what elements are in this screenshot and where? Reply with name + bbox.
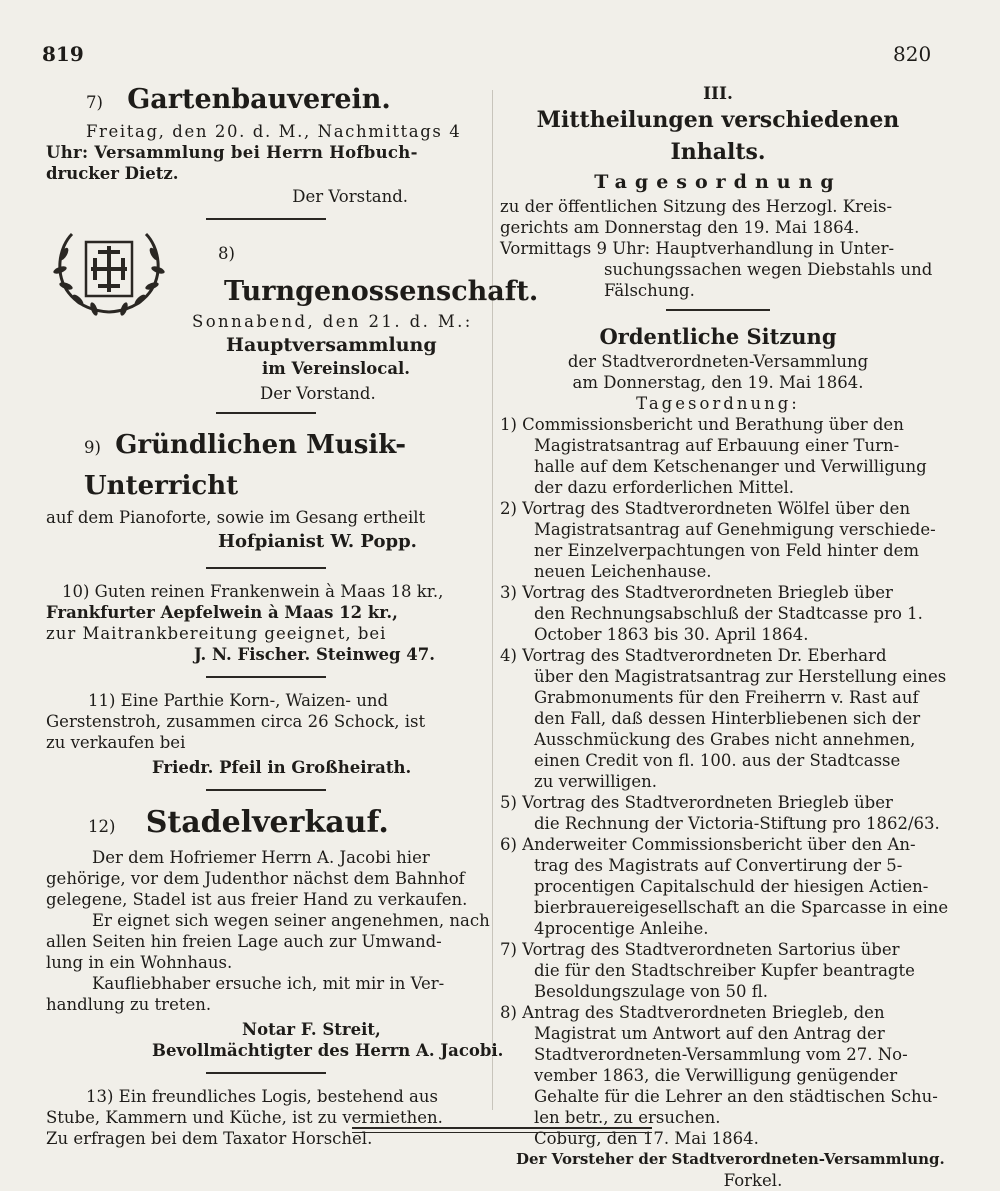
page-number-right: 820	[893, 42, 932, 66]
ad-line: handlung zu treten.	[46, 995, 212, 1014]
agenda-item	[500, 582, 936, 645]
column-divider	[492, 90, 493, 1110]
agenda-line: 1) Commissionsbericht und Berathung über den	[500, 415, 904, 434]
signer-name: Forkel.	[723, 1171, 783, 1190]
agenda-line: October 1863 bis 30. April 1864.	[534, 625, 809, 644]
agenda-line: Besoldungszulage von 50 fl.	[534, 982, 769, 1001]
ad-line: Er eignet sich wegen seiner angenehmen, nach	[92, 911, 490, 930]
agenda-line: die für den Stadtschreiber Kupfer beantragte	[534, 961, 915, 980]
ad-wein	[46, 581, 486, 665]
ad-line: 11) Eine Parthie Korn-, Waizen- und	[88, 691, 389, 710]
ad-stroh	[46, 690, 486, 778]
ad-line: auf dem Pianoforte, sowie im Gesang ertheilt	[46, 508, 426, 527]
page-number-left: 819	[42, 42, 84, 66]
closing-date: Coburg, den 17. Mai 1864.	[534, 1129, 759, 1148]
agenda-line: 7) Vortrag des Stadtverordneten Sartorius über	[500, 940, 900, 959]
section-title: Mittheilungen verschiedenen Inhalts.	[536, 107, 900, 165]
turner-cross-emblem	[46, 224, 172, 324]
agenda-line: halle auf dem Ketschenanger und Verwilligung	[534, 457, 927, 476]
stadtverordneten-notice	[500, 323, 949, 1191]
agenda-line: vember 1863, die Verwilligung genügender	[534, 1066, 898, 1085]
ad-signature: Bevollmächtigter des Herrn A. Jacobi.	[152, 1041, 504, 1060]
ad-line: Sonnabend, den 21. d. M.:	[192, 312, 473, 331]
ad-number: 8)	[218, 244, 235, 263]
ad-line: allen Seiten hin freien Lage auch zur Umwand-	[46, 932, 442, 951]
ad-line: Freitag, den 20. d. M., Nachmittags 4	[86, 122, 462, 141]
ad-title: Gartenbauverein.	[127, 84, 391, 115]
ad-line: J. N. Fischer. Steinweg 47.	[194, 645, 435, 664]
agenda-item	[500, 792, 940, 834]
agenda-line: Magistrat um Antwort auf den Antrag der	[534, 1024, 885, 1043]
separator	[666, 309, 770, 311]
agenda-line: 4procentige Anleihe.	[534, 919, 709, 938]
ad-line: Uhr: Versammlung bei Herrn Hofbuch-	[46, 143, 418, 162]
section-number: III.	[703, 84, 733, 104]
notice-line: gerichts am Donnerstag den 19. Mai 1864.	[500, 218, 860, 237]
agenda-line: über den Magistratsantrag zur Herstellung eines	[534, 667, 947, 686]
ad-signature: Der Vorstand.	[292, 187, 408, 206]
agenda-line: 5) Vortrag des Stadtverordneten Briegleb über	[500, 793, 893, 812]
ad-line: drucker Dietz.	[46, 164, 179, 183]
agenda-line: bierbrauereigesellschaft an die Sparcasse in eine	[534, 898, 949, 917]
ad-line: Der dem Hofriemer Herrn A. Jacobi hier	[92, 848, 430, 867]
agenda-line: die Rechnung der Victoria-Stiftung pro 1862/63.	[534, 814, 940, 833]
agenda-line: 3) Vortrag des Stadtverordneten Briegleb über	[500, 583, 893, 602]
ad-line: gehörige, vor dem Judenthor nächst dem Bahnhof	[46, 869, 465, 888]
agenda-item	[500, 498, 936, 582]
ad-signature: Notar F. Streit,	[242, 1020, 381, 1039]
ad-line: Friedr. Pfeil in Großheirath.	[152, 758, 412, 777]
ad-line: Hofpianist W. Popp.	[218, 531, 417, 552]
notice-heading: Tagesordnung	[594, 171, 842, 193]
ad-line: Hauptversammlung	[226, 334, 437, 356]
agenda-line: einen Credit von fl. 100. aus der Stadtcasse	[534, 751, 901, 770]
notice-line: suchungssachen wegen Diebstahls und	[604, 260, 933, 279]
agenda-item	[500, 414, 936, 498]
ad-line: gelegene, Stadel ist aus freier Hand zu verkaufen.	[46, 890, 468, 909]
agenda-line: ner Einzelverpachtungen von Feld hinter dem	[534, 541, 920, 560]
bottom-rule	[352, 1127, 652, 1133]
separator	[206, 218, 326, 220]
agenda-line: procentigen Capitalschuld der hiesigen Actien-	[534, 877, 929, 896]
ad-musikunterricht	[46, 426, 486, 556]
agenda-line: Stadtverordneten-Versammlung vom 27. No-	[534, 1045, 908, 1064]
notice-line: der Stadtverordneten-Versammlung	[567, 352, 869, 371]
agenda-item	[500, 834, 949, 939]
ad-logis	[46, 1086, 486, 1149]
left-column	[46, 82, 539, 1149]
agenda-line: den Fall, daß dessen Hinterbliebenen sich der	[534, 709, 921, 728]
ad-line: Gerstenstroh, zusammen circa 26 Schock, ist	[46, 712, 426, 731]
agenda-heading: Tagesordnung:	[636, 394, 800, 413]
notice-title: Ordentliche Sitzung	[599, 324, 837, 349]
separator	[206, 676, 326, 678]
ad-title: Turngenossenschaft.	[224, 276, 539, 307]
ad-line: Stube, Kammern und Küche, ist zu vermiethen.	[46, 1108, 443, 1127]
ad-number: 7)	[86, 93, 103, 112]
agenda-line: 4) Vortrag des Stadtverordneten Dr. Eberhard	[500, 646, 887, 665]
kreisgericht-notice	[500, 168, 936, 301]
ad-line: im Vereinslocal.	[262, 359, 411, 378]
notice-line: Vormittags 9 Uhr: Hauptverhandlung in Unter-	[500, 239, 895, 258]
agenda-line: trag des Magistrats auf Convertirung der 5-	[534, 856, 903, 875]
ad-line: zur Maitrankbereitung geeignet, bei	[46, 624, 387, 643]
ad-line: Zu erfragen bei dem Taxator Horschel.	[46, 1129, 373, 1148]
ad-line: zu verkaufen bei	[46, 733, 186, 752]
signer-title: Der Vorsteher der Stadtverordneten-Versammlung.	[516, 1150, 945, 1168]
agenda-line: Magistratsantrag auf Erbauung einer Turn-	[534, 436, 900, 455]
ad-number: 12)	[88, 817, 116, 836]
agenda-line: den Rechnungsabschluß der Stadtcasse pro 1.	[534, 604, 923, 623]
ad-stadelverkauf	[46, 803, 504, 1061]
ad-title: Stadelverkauf.	[145, 805, 389, 840]
separator	[206, 1072, 326, 1074]
agenda-line: zu verwilligen.	[534, 772, 657, 791]
agenda-line: Magistratsantrag auf Genehmigung verschiede-	[534, 520, 936, 539]
right-column	[500, 84, 949, 1191]
notice-line: am Donnerstag, den 19. Mai 1864.	[572, 373, 864, 392]
agenda-line: 2) Vortrag des Stadtverordneten Wölfel über den	[500, 499, 911, 518]
ad-turngenossenschaft	[46, 232, 539, 404]
ad-line: 13) Ein freundliches Logis, bestehend aus	[86, 1087, 438, 1106]
ad-line: lung in ein Wohnhaus.	[46, 953, 233, 972]
ad-line: Frankfurter Aepfelwein à Maas 12 kr.,	[46, 603, 398, 622]
notice-line: zu der öffentlichen Sitzung des Herzogl. Kreis-	[500, 197, 893, 216]
ad-number: 9)	[84, 438, 101, 457]
separator	[206, 567, 326, 569]
ad-title: Gründlichen Musik-Unterricht	[84, 430, 407, 501]
agenda-line: 6) Anderweiter Commissionsbericht über den An-	[500, 835, 916, 854]
agenda-line: len betr., zu ersuchen.	[534, 1108, 721, 1127]
agenda-item	[500, 939, 936, 1002]
agenda-item	[500, 1002, 936, 1128]
ad-signature: Der Vorstand.	[260, 384, 376, 403]
separator	[216, 412, 316, 414]
agenda-line: 8) Antrag des Stadtverordneten Briegleb, den	[500, 1003, 885, 1022]
ad-line: Kaufliebhaber ersuche ich, mit mir in Ver-	[92, 974, 445, 993]
agenda-line: Gehalte für die Lehrer an den städtischen Schu-	[534, 1087, 938, 1106]
agenda-line: der dazu erforderlichen Mittel.	[534, 478, 794, 497]
agenda-item	[500, 645, 947, 792]
notice-line: Fälschung.	[604, 281, 695, 300]
agenda-line: neuen Leichenhause.	[534, 562, 712, 581]
ad-line: 10) Guten reinen Frankenwein à Maas 18 kr.,	[62, 582, 444, 601]
ad-gartenbauverein	[46, 82, 486, 207]
agenda-line: Ausschmückung des Grabes nicht annehmen,	[534, 730, 916, 749]
agenda-line: Grabmonuments für den Freiherrn v. Rast auf	[534, 688, 919, 707]
separator	[206, 789, 326, 791]
